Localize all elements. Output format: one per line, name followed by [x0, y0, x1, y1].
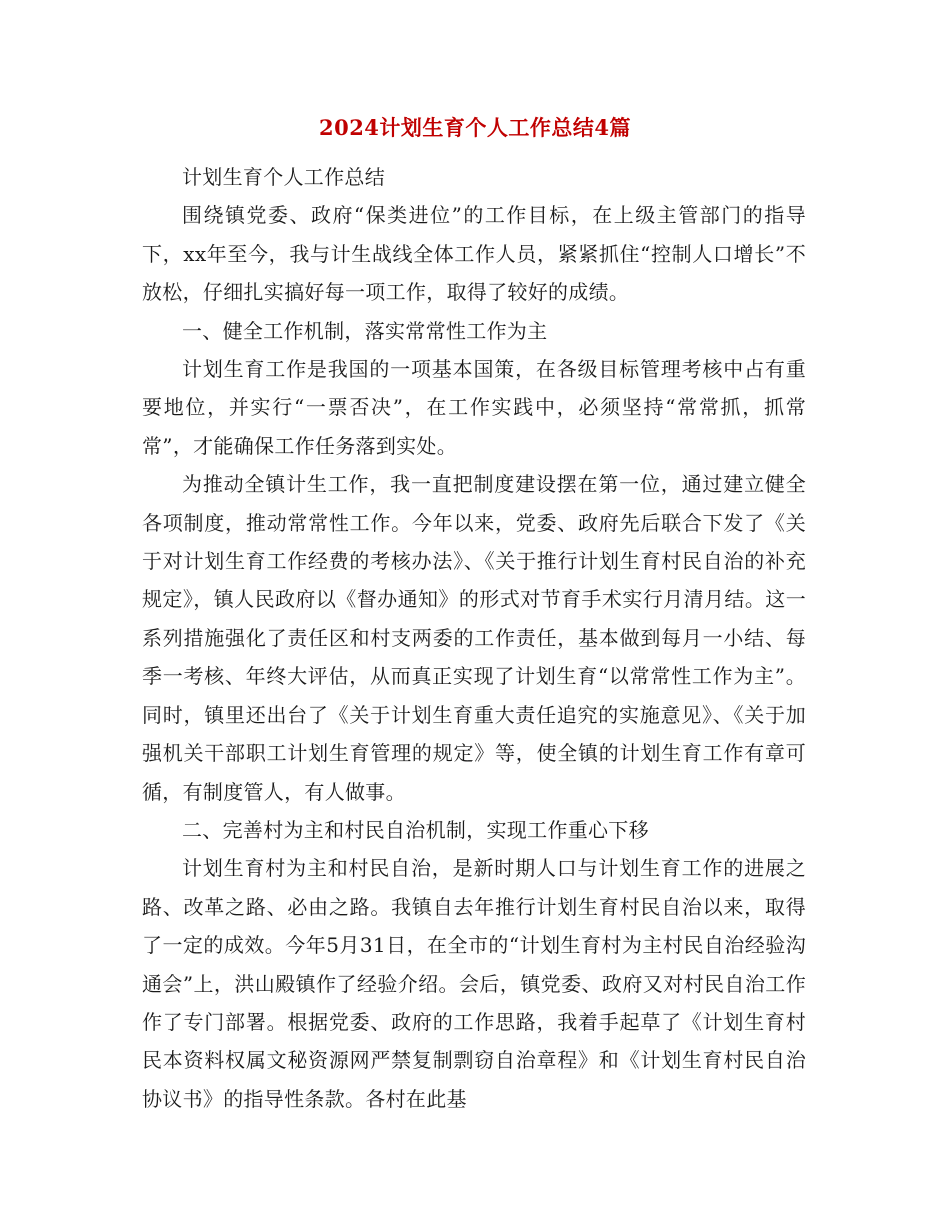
paragraph: 为推动全镇计生工作，我一直把制度建设摆在第一位，通过建立健全各项制度，推动常常性工作。今年以来，党委、政府先后联合下发了《关于对计划生育工作经费的考核办法》、《关于推行计划生育村民自治的补充规定》，镇人民政府以《督办通知》的形式对节育手术实行月清月结。这一系列措施强化了责任区和村支两委的工作责任，基本做到每月一小结、每季一考核、年终大评估，从而真正实现了计划生育“以常常性工作为主”。同时，镇里还出台了《关于计划生育重大责任追究的实施意见》、《关于加强机关干部职工计划生育管理的规定》等，使全镇的计划生育工作有章可循，有制度管人，有人做事。	[142, 472, 806, 804]
document-title: 2024计划生育个人工作总结4篇	[318, 115, 632, 140]
paragraph: 计划生育工作是我国的一项基本国策，在各级目标管理考核中占有重要地位，并实行“一票否决”，在工作实践中，必须坚持“常常抓，抓常常”，才能确保工作任务落到实处。	[142, 357, 806, 458]
section-heading: 一、健全工作机制，落实常常性工作为主	[182, 318, 548, 343]
paragraph: 计划生育村为主和村民自治，是新时期人口与计划生育工作的进展之路、改革之路、必由之路。我镇自去年推行计划生育村民自治以来，取得了一定的成效。今年5月31日，在全市的“计划生育村为主村民自治经验沟通会”上，洪山殿镇作了经验介绍。会后，镇党委、政府又对村民自治工作作了专门部署。根据党委、政府的工作思路，我着手起草了《计划生育村民本资料权属文秘资源网严禁复制剽窃自治章程》和《计划生育村民自治协议书》的指导性条款。各村在此基	[142, 856, 806, 1111]
paragraph: 围绕镇党委、政府“保类进位”的工作目标，在上级主管部门的指导下，xx年至今，我与计生战线全体工作人员，紧紧抓住“控制人口增长”不放松，仔细扎实搞好每一项工作，取得了较好的成绩。	[142, 203, 806, 305]
document-body	[142, 158, 806, 1118]
section-heading: 二、完善村为主和村民自治机制，实现工作重心下移	[182, 817, 649, 842]
section-subtitle: 计划生育个人工作总结	[182, 165, 385, 189]
